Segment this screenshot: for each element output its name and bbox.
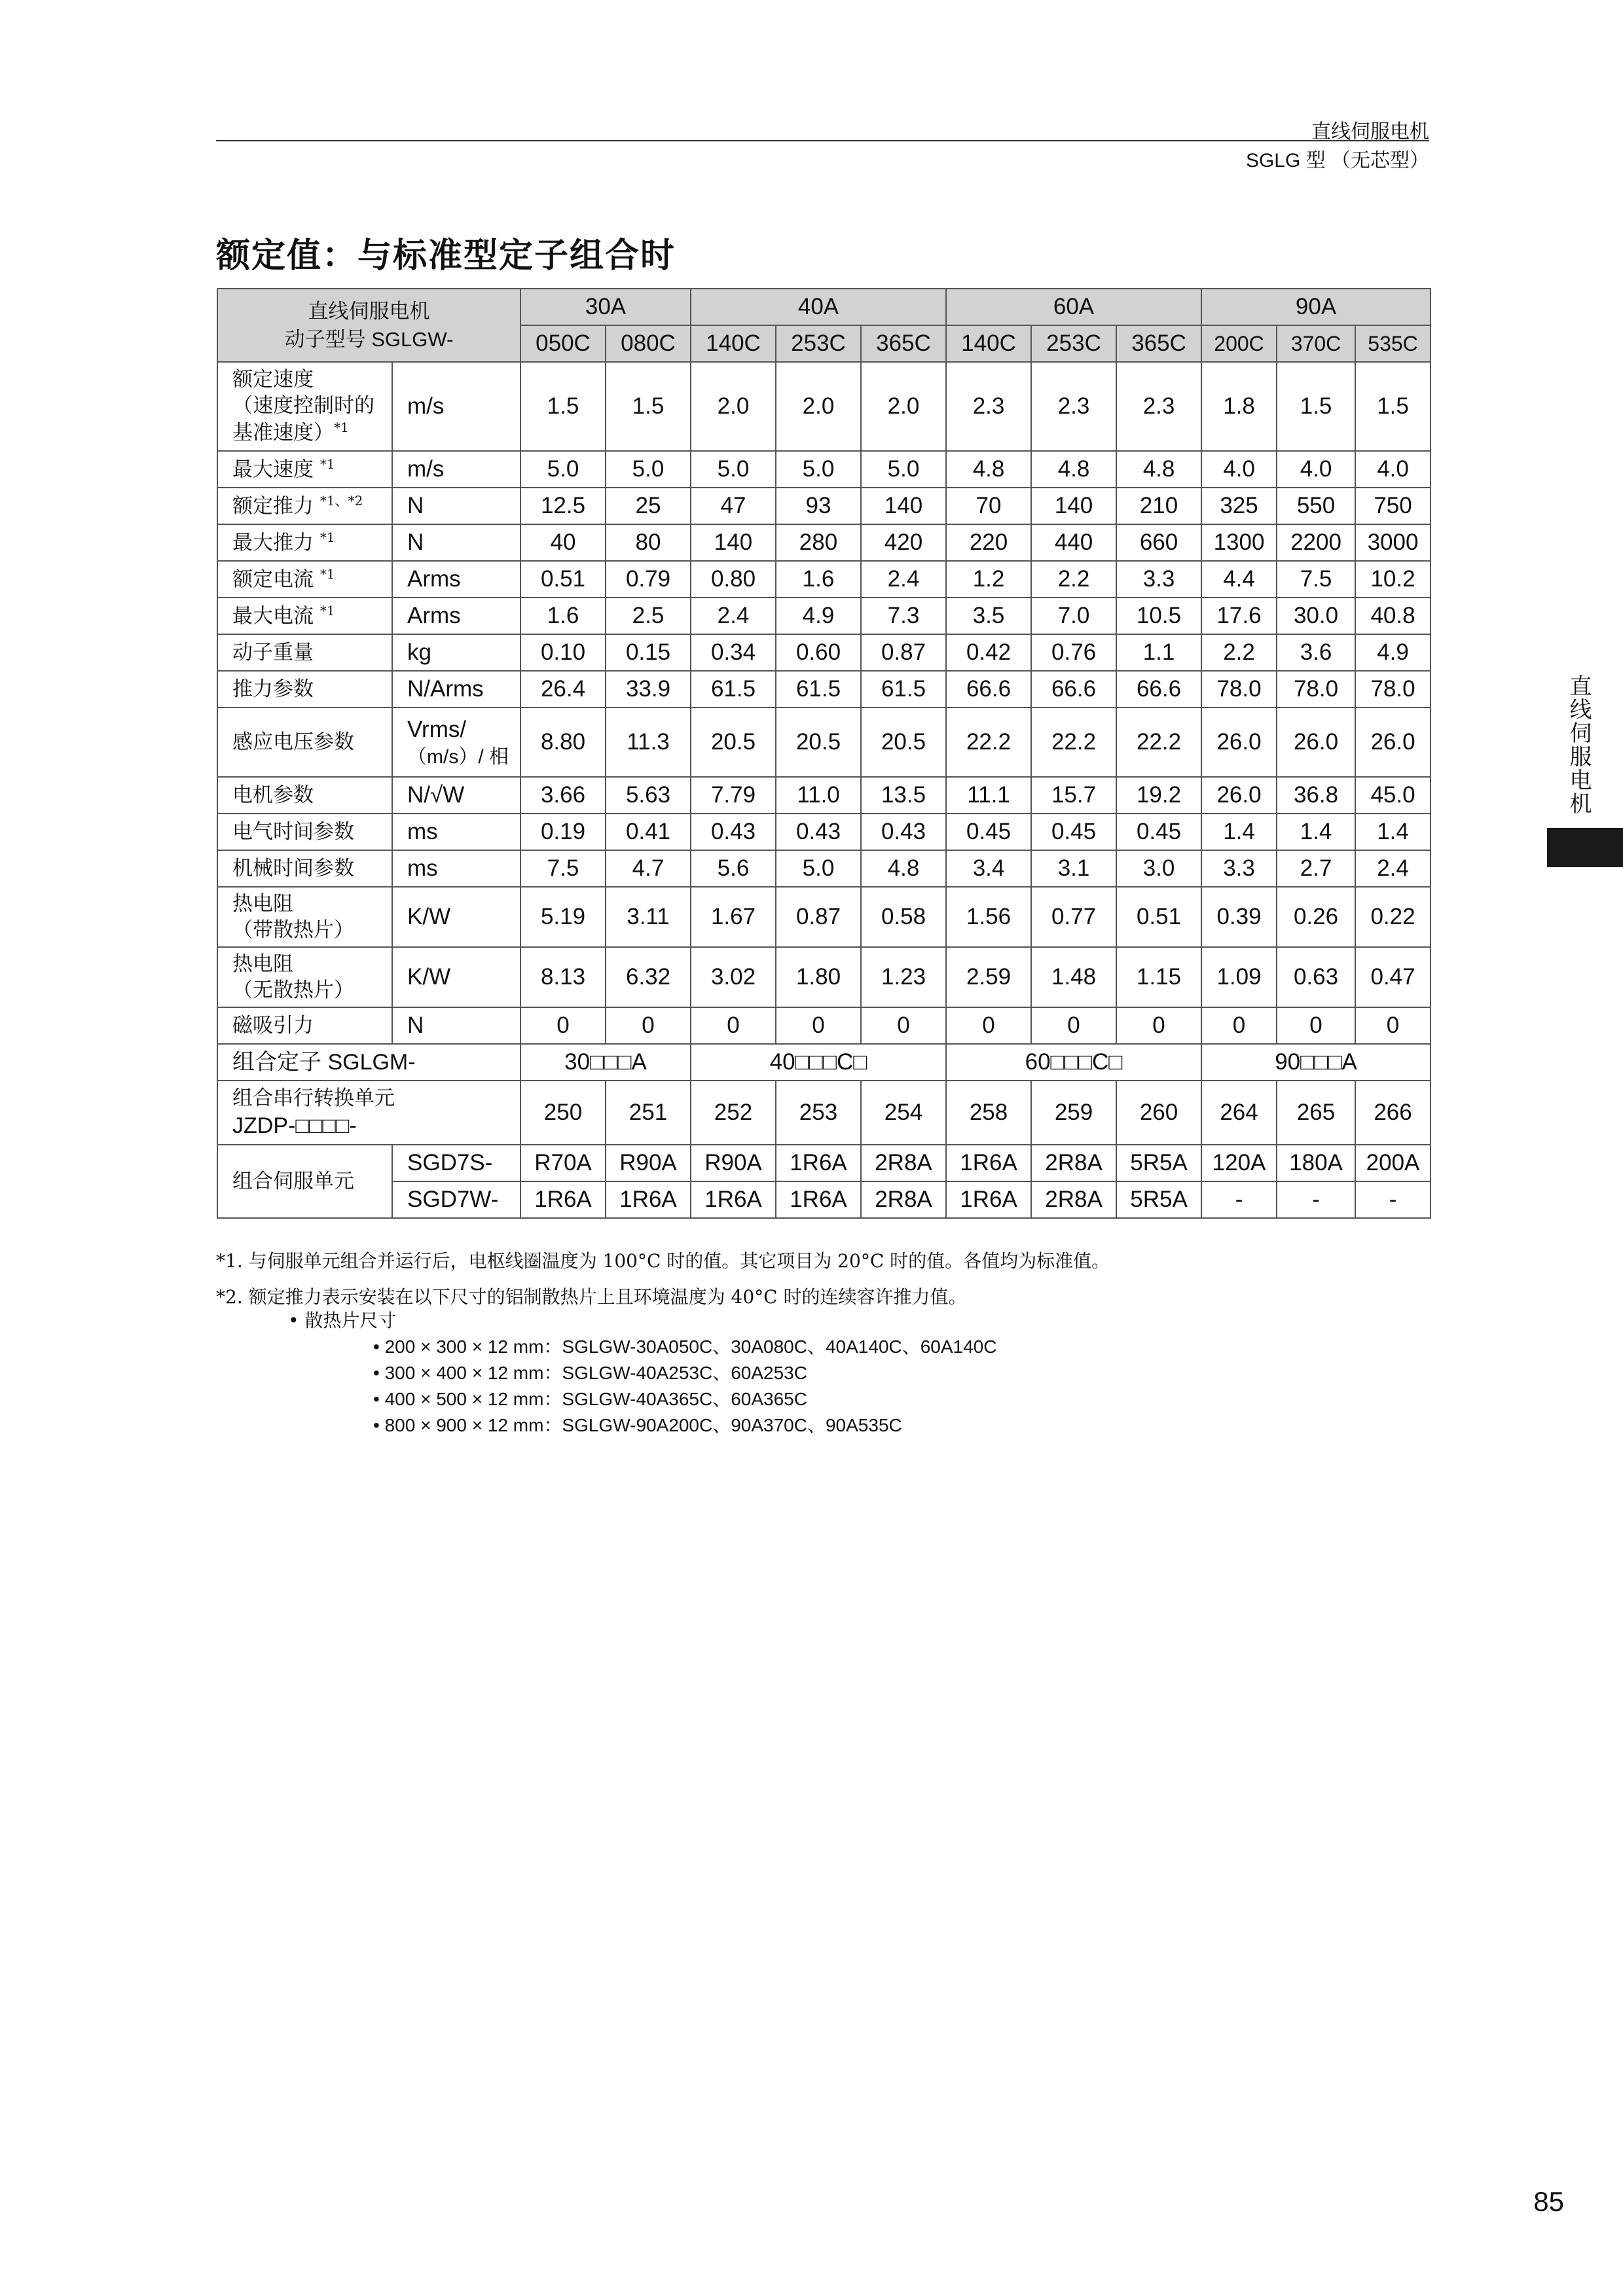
table-cell: R70A <box>520 1145 606 1181</box>
table-cell: 280 <box>776 524 861 561</box>
model-header: 200C <box>1201 325 1277 362</box>
table-row <box>217 634 1431 671</box>
table-cell: 22.2 <box>1031 708 1116 777</box>
table-cell: 1R6A <box>946 1145 1031 1181</box>
table-cell: 0.10 <box>520 634 606 671</box>
table-cell: - <box>1201 1181 1277 1218</box>
table-cell: 266 <box>1355 1081 1431 1145</box>
table-cell: 6.32 <box>606 947 691 1007</box>
table-row <box>217 488 1431 524</box>
table-cell: 40 <box>520 524 606 561</box>
table-cell: 2.0 <box>861 362 946 451</box>
row-unit-line: （m/s）/ 相 <box>407 746 509 768</box>
row-label: 最大速度 $^{*1}$ <box>217 451 392 488</box>
table-cell: 1.5 <box>606 362 691 451</box>
table-cell: 7.3 <box>861 598 946 634</box>
table-cell: 5.63 <box>606 777 691 814</box>
table-cell: 61.5 <box>776 671 861 708</box>
row-label-line: 热电阻 <box>232 952 293 976</box>
table-cell: 1300 <box>1201 524 1277 561</box>
table-cell: 0.77 <box>1031 887 1116 947</box>
table-cell: 1.48 <box>1031 947 1116 1007</box>
table-cell: 11.0 <box>776 777 861 814</box>
table-cell: 325 <box>1201 488 1277 524</box>
table-cell: 210 <box>1116 488 1201 524</box>
table-cell: 2.5 <box>606 598 691 634</box>
model-header-label: 直线伺服电机 <box>308 299 430 323</box>
model-header: 140C <box>946 325 1031 362</box>
table-cell: 93 <box>776 488 861 524</box>
table-cell: 36.8 <box>1277 777 1355 814</box>
table-cell: 0.45 <box>1116 814 1201 850</box>
table-cell: 11.1 <box>946 777 1031 814</box>
model-header: 140C <box>691 325 776 362</box>
servo-model: SGD7S- <box>392 1145 520 1181</box>
table-cell: 0.87 <box>861 634 946 671</box>
header-rule <box>216 140 1429 141</box>
table-cell: 4.9 <box>1355 634 1431 671</box>
table-cell: 264 <box>1201 1081 1277 1145</box>
table-cell: 0.45 <box>946 814 1031 850</box>
heatsink-item: • 400 × 500 × 12 mm：SGLGW-40A365C、60A365C <box>373 1389 807 1409</box>
row-label: 电气时间参数 <box>217 814 392 850</box>
table-cell: 2R8A <box>1031 1145 1116 1181</box>
table-cell: 251 <box>606 1081 691 1145</box>
table-cell: 0.51 <box>520 561 606 598</box>
row-label: 最大推力 $^{*1}$ <box>217 524 392 561</box>
stator-model: 40□□□C□ <box>691 1044 946 1081</box>
table-cell: 78.0 <box>1201 671 1277 708</box>
table-cell: 260 <box>1116 1081 1201 1145</box>
row-label: 动子重量 <box>217 634 392 671</box>
table-row <box>217 887 1431 947</box>
table-cell: 0.41 <box>606 814 691 850</box>
table-cell: 5.0 <box>606 451 691 488</box>
table-cell: 420 <box>861 524 946 561</box>
footnote-1: *1. 与伺服单元组合并运行后，电枢线圈温度为 100°C 时的值。其它项目为 20°C 时的值。各值均为标准值。 <box>216 1250 1110 1272</box>
table-cell: 750 <box>1355 488 1431 524</box>
table-cell: 2.4 <box>861 561 946 598</box>
table-cell: 1.15 <box>1116 947 1201 1007</box>
table-cell: 0.22 <box>1355 887 1431 947</box>
table-cell: 1.6 <box>520 598 606 634</box>
table-cell: 1R6A <box>946 1181 1031 1218</box>
table-cell: 80 <box>606 524 691 561</box>
table-row <box>217 451 1431 488</box>
table-row <box>217 777 1431 814</box>
model-header: 370C <box>1277 325 1355 362</box>
row-unit: N <box>392 524 520 561</box>
table-cell: 5.19 <box>520 887 606 947</box>
table-cell: 0 <box>1355 1007 1431 1044</box>
table-cell: 19.2 <box>1116 777 1201 814</box>
table-cell: 0 <box>946 1007 1031 1044</box>
table-cell: 0.39 <box>1201 887 1277 947</box>
heatsink-list <box>216 1308 997 1439</box>
table-cell: 20.5 <box>861 708 946 777</box>
table-cell: 0.26 <box>1277 887 1355 947</box>
heatsink-item: • 300 × 400 × 12 mm：SGLGW-40A253C、60A253C <box>373 1363 807 1383</box>
row-unit: m/s <box>392 362 520 451</box>
table-cell: 70 <box>946 488 1031 524</box>
table-cell: 26.0 <box>1277 708 1355 777</box>
heatsink-item: • 200 × 300 × 12 mm：SGLGW-30A050C、30A080C、40A140C、60A140C <box>373 1336 997 1357</box>
table-cell: 4.0 <box>1201 451 1277 488</box>
table-cell: 2.2 <box>1031 561 1116 598</box>
table-cell: 2.3 <box>1116 362 1201 451</box>
table-cell: 61.5 <box>861 671 946 708</box>
table-row <box>217 598 1431 634</box>
table-cell: 0 <box>691 1007 776 1044</box>
table-cell: 0.34 <box>691 634 776 671</box>
table-cell: 200A <box>1355 1145 1431 1181</box>
table-cell: 0 <box>1116 1007 1201 1044</box>
table-cell: 7.5 <box>1277 561 1355 598</box>
table-cell: 3.66 <box>520 777 606 814</box>
table-cell: 1.09 <box>1201 947 1277 1007</box>
table-cell: 0.43 <box>861 814 946 850</box>
table-cell: 3.11 <box>606 887 691 947</box>
table-cell: 33.9 <box>606 671 691 708</box>
stator-model: 90□□□A <box>1201 1044 1431 1081</box>
table-cell: 78.0 <box>1277 671 1355 708</box>
row-unit-line: Vrms/ <box>407 716 467 742</box>
model-header: 365C <box>1116 325 1201 362</box>
table-cell: 47 <box>691 488 776 524</box>
table-cell: 0.76 <box>1031 634 1116 671</box>
table-cell: 0 <box>1277 1007 1355 1044</box>
serial-label-line: 组合串行转换单元 <box>232 1086 395 1110</box>
row-label <box>217 947 392 1007</box>
table-cell: 5.0 <box>691 451 776 488</box>
row-label: 最大电流 $^{*1}$ <box>217 598 392 634</box>
table-cell: 7.0 <box>1031 598 1116 634</box>
table-cell: R90A <box>691 1145 776 1181</box>
table-cell: 66.6 <box>946 671 1031 708</box>
table-row <box>217 947 1431 1007</box>
table-cell: 0 <box>1201 1007 1277 1044</box>
table-cell: 1.8 <box>1201 362 1277 451</box>
table-cell: 1.4 <box>1355 814 1431 850</box>
group-header: 40A <box>691 289 946 325</box>
table-cell: 3.3 <box>1201 850 1277 887</box>
table-cell: 2.4 <box>1355 850 1431 887</box>
table-cell: 0 <box>1031 1007 1116 1044</box>
table-cell: 259 <box>1031 1081 1116 1145</box>
table-cell: 5R5A <box>1116 1181 1201 1218</box>
table-cell: 220 <box>946 524 1031 561</box>
table-cell: 1R6A <box>776 1181 861 1218</box>
table-cell: 2.3 <box>946 362 1031 451</box>
table-cell: 17.6 <box>1201 598 1277 634</box>
row-label-line: （无散热片） <box>232 978 354 1002</box>
table-cell: 3.02 <box>691 947 776 1007</box>
row-label-line: （带散热片） <box>232 918 354 942</box>
table-cell: 180A <box>1277 1145 1355 1181</box>
table-cell: 20.5 <box>691 708 776 777</box>
table-cell: 7.5 <box>520 850 606 887</box>
table-row <box>217 561 1431 598</box>
side-section-label: 直线伺服电机 <box>1566 674 1591 816</box>
table-cell: 1R6A <box>520 1181 606 1218</box>
table-cell: 1.5 <box>1355 362 1431 451</box>
table-cell: 30.0 <box>1277 598 1355 634</box>
row-label-line: 额定速度 <box>232 367 314 391</box>
row-label-line: 基准速度）$^{*1}$ <box>232 420 349 445</box>
table-cell: 0.60 <box>776 634 861 671</box>
row-unit: ms <box>392 850 520 887</box>
model-header-cell <box>217 289 520 362</box>
table-cell: 66.6 <box>1031 671 1116 708</box>
table-cell: 440 <box>1031 524 1116 561</box>
table-row <box>217 1007 1431 1044</box>
table-cell: 1.4 <box>1277 814 1355 850</box>
table-cell: - <box>1355 1181 1431 1218</box>
row-unit <box>392 708 520 777</box>
table-cell: 1R6A <box>606 1181 691 1218</box>
table-cell: 2200 <box>1277 524 1355 561</box>
header-section: 直线伺服电机 <box>1311 121 1429 143</box>
table-cell: 5.0 <box>861 451 946 488</box>
table-cell: 0.79 <box>606 561 691 598</box>
servo-model: SGD7W- <box>392 1181 520 1218</box>
model-header: 253C <box>1031 325 1116 362</box>
serial-converter-label <box>217 1081 520 1145</box>
table-cell: 1.4 <box>1201 814 1277 850</box>
heatsink-title: • 散热片尺寸 <box>288 1310 397 1331</box>
table-cell: 0 <box>606 1007 691 1044</box>
table-cell: 15.7 <box>1031 777 1116 814</box>
table-cell: 0.58 <box>861 887 946 947</box>
table-cell: 4.7 <box>606 850 691 887</box>
table-cell: 3.0 <box>1116 850 1201 887</box>
table-cell: 7.79 <box>691 777 776 814</box>
table-cell: 0.87 <box>776 887 861 947</box>
table-cell: 26.0 <box>1201 777 1277 814</box>
row-unit: ms <box>392 814 520 850</box>
table-cell: 5.0 <box>520 451 606 488</box>
table-cell: 2R8A <box>1031 1181 1116 1218</box>
table-cell: 8.80 <box>520 708 606 777</box>
table-cell: 26.0 <box>1201 708 1277 777</box>
table-cell: 5.0 <box>776 850 861 887</box>
table-cell: 12.5 <box>520 488 606 524</box>
table-cell: 5R5A <box>1116 1145 1201 1181</box>
table-cell: 4.8 <box>946 451 1031 488</box>
table-cell: 4.4 <box>1201 561 1277 598</box>
row-label: 机械时间参数 <box>217 850 392 887</box>
table-cell: 0.19 <box>520 814 606 850</box>
table-cell: 252 <box>691 1081 776 1145</box>
table-cell: 22.2 <box>1116 708 1201 777</box>
model-header: 080C <box>606 325 691 362</box>
table-cell: 1.5 <box>1277 362 1355 451</box>
table-cell: 0.42 <box>946 634 1031 671</box>
table-row <box>217 524 1431 561</box>
table-cell: 265 <box>1277 1081 1355 1145</box>
table-cell: 5.6 <box>691 850 776 887</box>
table-cell: 1.2 <box>946 561 1031 598</box>
table-cell: 3.5 <box>946 598 1031 634</box>
rating-table <box>217 288 1431 1219</box>
row-label <box>217 362 392 451</box>
table-cell: 26.0 <box>1355 708 1431 777</box>
group-header: 30A <box>520 289 691 325</box>
row-unit: K/W <box>392 947 520 1007</box>
table-cell: 4.0 <box>1277 451 1355 488</box>
table-cell: 3.4 <box>946 850 1031 887</box>
serial-label-line: JZDP-□□□□- <box>232 1113 357 1139</box>
table-cell: R90A <box>606 1145 691 1181</box>
table-cell: 2R8A <box>861 1181 946 1218</box>
table-cell: 4.0 <box>1355 451 1431 488</box>
table-cell: 3.6 <box>1277 634 1355 671</box>
table-cell: 1.56 <box>946 887 1031 947</box>
model-header: 050C <box>520 325 606 362</box>
table-row <box>217 850 1431 887</box>
row-label: 磁吸引力 <box>217 1007 392 1044</box>
table-cell: 4.8 <box>1031 451 1116 488</box>
table-cell: 0.80 <box>691 561 776 598</box>
row-label: 额定电流 $^{*1}$ <box>217 561 392 598</box>
row-unit: N/Arms <box>392 671 520 708</box>
table-cell: 1.23 <box>861 947 946 1007</box>
table-cell: 22.2 <box>946 708 1031 777</box>
servo-unit-label: 组合伺服单元 <box>217 1145 392 1218</box>
side-tab-marker <box>1547 828 1623 867</box>
table-cell: 550 <box>1277 488 1355 524</box>
group-header: 60A <box>946 289 1201 325</box>
table-cell: 254 <box>861 1081 946 1145</box>
footnote-2: *2. 额定推力表示安装在以下尺寸的铝制散热片上且环境温度为 40°C 时的连续容许推力值。 <box>216 1286 967 1308</box>
row-label-line: （速度控制时的 <box>232 394 374 418</box>
table-cell: 8.13 <box>520 947 606 1007</box>
table-cell: 10.5 <box>1116 598 1201 634</box>
row-unit: kg <box>392 634 520 671</box>
table-cell: 140 <box>691 524 776 561</box>
table-cell: 66.6 <box>1116 671 1201 708</box>
table-cell: 1.67 <box>691 887 776 947</box>
table-cell: 0.45 <box>1031 814 1116 850</box>
row-label: 感应电压参数 <box>217 708 392 777</box>
table-cell: 0 <box>776 1007 861 1044</box>
table-cell: 0.63 <box>1277 947 1355 1007</box>
model-header: 365C <box>861 325 946 362</box>
table-cell: 2.0 <box>776 362 861 451</box>
table-cell: 13.5 <box>861 777 946 814</box>
table-cell: 2.2 <box>1201 634 1277 671</box>
row-label-line: 热电阻 <box>232 891 293 916</box>
table-cell: 2R8A <box>861 1145 946 1181</box>
table-cell: 253 <box>776 1081 861 1145</box>
table-cell: 2.4 <box>691 598 776 634</box>
table-cell: 660 <box>1116 524 1201 561</box>
table-cell: 250 <box>520 1081 606 1145</box>
page-number: 85 <box>1533 2186 1564 2217</box>
table-cell: 10.2 <box>1355 561 1431 598</box>
model-header-label: 动子型号 SGLGW- <box>284 328 454 351</box>
row-unit: Arms <box>392 598 520 634</box>
row-label: 推力参数 <box>217 671 392 708</box>
table-cell: 1.1 <box>1116 634 1201 671</box>
table-cell: 140 <box>1031 488 1116 524</box>
row-label <box>217 887 392 947</box>
table-cell: 1R6A <box>691 1181 776 1218</box>
table-cell: 0.15 <box>606 634 691 671</box>
table-cell: 258 <box>946 1081 1031 1145</box>
group-header: 90A <box>1201 289 1431 325</box>
table-cell: 1.6 <box>776 561 861 598</box>
table-cell: 78.0 <box>1355 671 1431 708</box>
table-cell: 4.9 <box>776 598 861 634</box>
table-cell: 4.8 <box>1116 451 1201 488</box>
table-cell: 2.3 <box>1031 362 1116 451</box>
table-cell: 3000 <box>1355 524 1431 561</box>
row-unit: N <box>392 488 520 524</box>
table-cell: 140 <box>861 488 946 524</box>
row-unit: m/s <box>392 451 520 488</box>
table-cell: 4.8 <box>861 850 946 887</box>
table-cell: 3.3 <box>1116 561 1201 598</box>
table-row <box>217 671 1431 708</box>
table-cell: 120A <box>1201 1145 1277 1181</box>
row-label: 额定推力 $^{*1、*2}$ <box>217 488 392 524</box>
stator-model: 30□□□A <box>520 1044 691 1081</box>
table-cell: - <box>1277 1181 1355 1218</box>
table-cell: 11.3 <box>606 708 691 777</box>
table-cell: 26.4 <box>520 671 606 708</box>
table-cell: 20.5 <box>776 708 861 777</box>
stator-model: 60□□□C□ <box>946 1044 1201 1081</box>
page-title: 额定值：与标准型定子组合时 <box>216 237 676 275</box>
row-label: 电机参数 <box>217 777 392 814</box>
table-cell: 0.51 <box>1116 887 1201 947</box>
row-unit: N/√W <box>392 777 520 814</box>
table-cell: 25 <box>606 488 691 524</box>
table-cell: 0.47 <box>1355 947 1431 1007</box>
table-cell: 0 <box>520 1007 606 1044</box>
table-cell: 2.59 <box>946 947 1031 1007</box>
table-cell: 40.8 <box>1355 598 1431 634</box>
table-row <box>217 708 1431 777</box>
table-cell: 0.43 <box>691 814 776 850</box>
table-cell: 45.0 <box>1355 777 1431 814</box>
table-cell: 2.7 <box>1277 850 1355 887</box>
table-cell: 1R6A <box>776 1145 861 1181</box>
model-header: 253C <box>776 325 861 362</box>
stator-label: 组合定子 SGLGM- <box>217 1044 520 1081</box>
table-cell: 5.0 <box>776 451 861 488</box>
table-cell: 3.1 <box>1031 850 1116 887</box>
table-cell: 61.5 <box>691 671 776 708</box>
row-unit: Arms <box>392 561 520 598</box>
table-cell: 1.80 <box>776 947 861 1007</box>
table-cell: 2.0 <box>691 362 776 451</box>
model-header: 535C <box>1355 325 1431 362</box>
header-subtitle: SGLG 型 （无芯型） <box>1245 150 1429 171</box>
table-cell: 1.5 <box>520 362 606 451</box>
row-unit: K/W <box>392 887 520 947</box>
row-unit: N <box>392 1007 520 1044</box>
table-cell: 0 <box>861 1007 946 1044</box>
table-row <box>217 814 1431 850</box>
table-row <box>217 362 1431 451</box>
heatsink-item: • 800 × 900 × 12 mm：SGLGW-90A200C、90A370C、90A535C <box>373 1415 902 1435</box>
table-cell: 0.43 <box>776 814 861 850</box>
